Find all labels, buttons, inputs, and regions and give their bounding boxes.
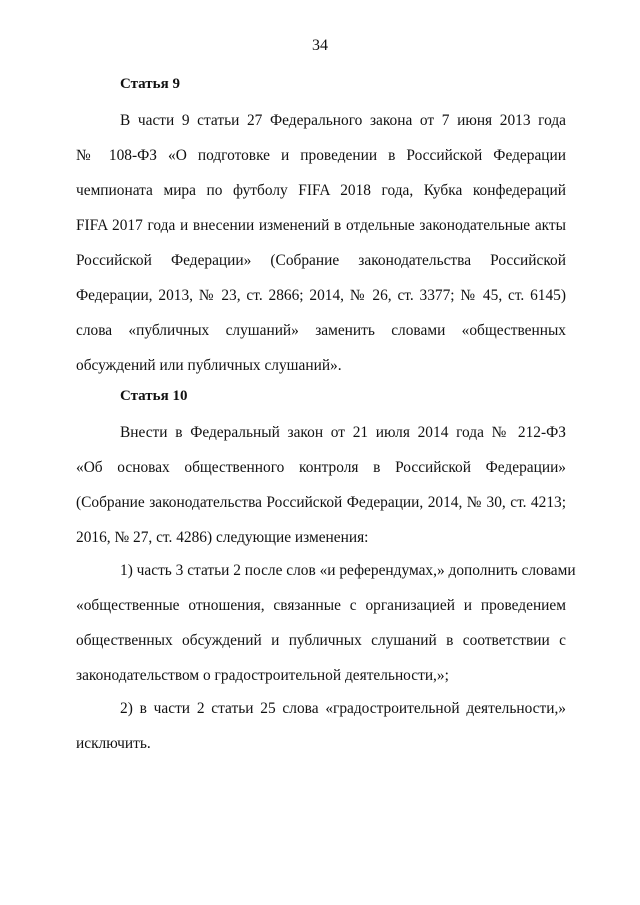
item-2-line: 2) в части 2 статьи 25 слова «градостроительной деятельности,» — [120, 700, 566, 717]
article-9-line: слова «публичных слушаний» заменить словами «общественных — [76, 322, 566, 339]
item-1-line: 1) часть 3 статьи 2 после слов «и референдумах,» дополнить словами — [120, 562, 576, 579]
article-10-item-1 — [76, 553, 576, 693]
article-10-intro-line: (Собрание законодательства Российской Федерации, 2014, № 30, ст. 4213; — [76, 494, 566, 511]
article-10-intro-line: «Об основах общественного контроля в Российской Федерации» — [76, 459, 566, 476]
article-9-line: обсуждений или публичных слушаний». — [76, 357, 342, 374]
item-2-line: исключить. — [76, 735, 151, 752]
article-10-item-2 — [76, 691, 566, 761]
item-1-line: «общественные отношения, связанные с организацией и проведением — [76, 597, 566, 614]
article-9-line: Российской Федерации» (Собрание законодательства Российской — [76, 252, 566, 269]
article-9-heading: Статья 9 — [120, 76, 180, 92]
article-9-line: Федерации, 2013, № 23, ст. 2866; 2014, № 26, ст. 3377; № 45, ст. 6145) — [76, 287, 566, 304]
article-9-line: FIFA 2017 года и внесении изменений в отдельные законодательные акты — [76, 217, 566, 234]
item-1-line: общественных обсуждений и публичных слушаний в соответствии с — [76, 632, 566, 649]
item-1-line: законодательством о градостроительной деятельности,»; — [76, 667, 449, 684]
article-10-intro-line: 2016, № 27, ст. 4286) следующие изменения: — [76, 529, 369, 546]
article-9-line: В части 9 статьи 27 Федерального закона от 7 июня 2013 года — [120, 112, 566, 129]
article-10-intro-line: Внести в Федеральный закон от 21 июля 2014 года № 212-ФЗ — [120, 424, 566, 441]
page-number: 34 — [312, 37, 328, 54]
article-9-paragraph — [76, 103, 566, 383]
article-10-heading: Статья 10 — [120, 388, 188, 404]
article-9-line: чемпионата мира по футболу FIFA 2018 года, Кубка конфедераций — [76, 182, 566, 199]
article-9-line: № 108-ФЗ «О подготовке и проведении в Российской Федерации — [76, 147, 566, 164]
article-10-intro — [76, 415, 566, 555]
